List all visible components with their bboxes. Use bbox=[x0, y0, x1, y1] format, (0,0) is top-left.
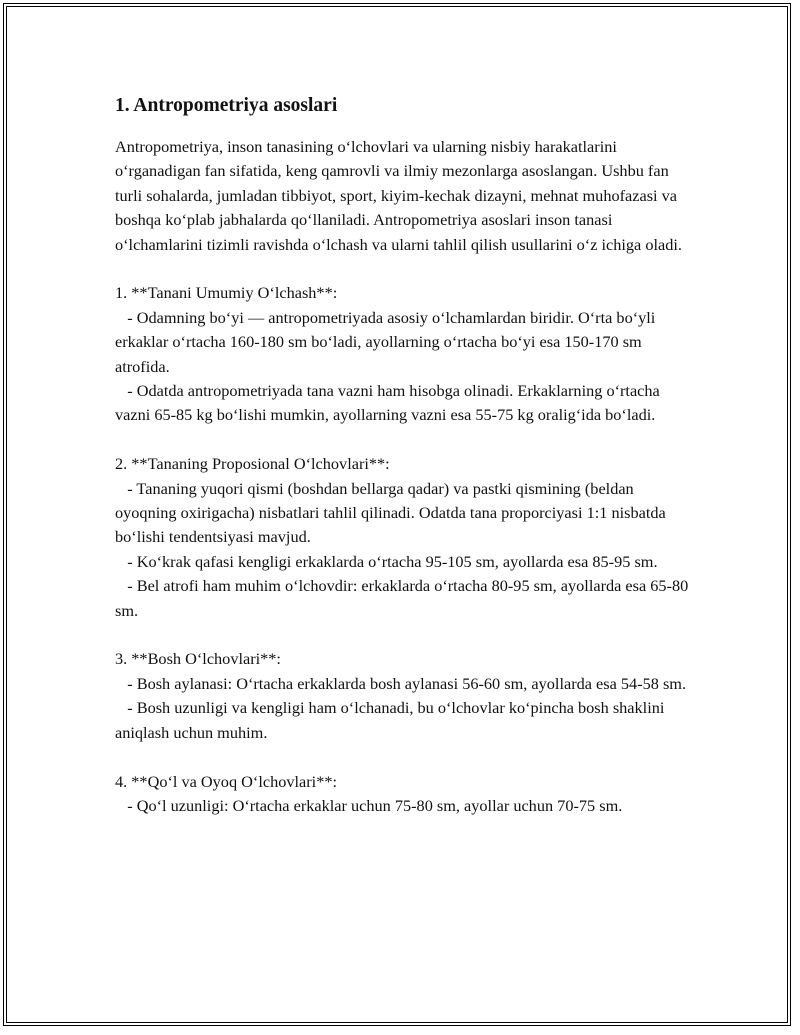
list-item: - Qo‘l uzunligi: O‘rtacha erkaklar uchun 75-80 sm, ayollar uchun 70-75 sm. bbox=[127, 795, 623, 815]
list-item: - Odatda antropometriyada tana vazni ham hisobga olinadi. Erkaklarning o‘rtacha vazni 65-85 kg bo‘lishi mumkin, ayollarning vazni esa 55-75 kg oralig‘ida bo‘ladi. bbox=[115, 381, 660, 425]
spacer bbox=[115, 428, 695, 452]
list-item: - Bel atrofi ham muhim o‘lchovdir: erkaklarda o‘rtacha 80-95 sm, ayollarda esa 65-80 sm. bbox=[115, 576, 689, 620]
list-item: - Bosh aylanasi: O‘rtacha erkaklarda bosh aylanasi 56-60 sm, ayollarda esa 54-58 sm. bbox=[127, 673, 687, 693]
list-item: - Bosh uzunligi va kengligi ham o‘lchanadi, bu o‘lchovlar ko‘pincha bosh shaklini aniqlash uchun muhim. bbox=[115, 698, 665, 742]
document-heading: 1. Antropometriya asoslari bbox=[115, 95, 338, 116]
intro-paragraph: Antropometriya, inson tanasining o‘lchovlari va ularning nisbiy harakatlarini o‘rganadigan fan sifatida, keng qamrovli va ilmiy mezonlarga asoslangan. Ushbu fan turli sohalarda, jumladan tibbiyot, sport, kiyim-kechak dizayni, mehnat muhofazasi va boshqa ko‘plab jabhalarda qo‘llaniladi. Antropometriya asoslari inson tanasi o‘lchamlarini tizimli ravishda o‘lchash va ularni tahlil qilish usullarini o‘z ichiga oladi. bbox=[115, 137, 682, 254]
spacer bbox=[115, 257, 695, 281]
list-item: - Ko‘krak qafasi kengligi erkaklarda o‘rtacha 95-105 sm, ayollarda esa 85-95 sm. bbox=[127, 551, 658, 571]
list-item: - Tananing yuqori qismi (boshdan bellarga qadar) va pastki qismining (beldan oyoqning oxirigacha) nisbatlari tahlil qilinadi. Odatda tana proporciyasi 1:1 nisbatda bo‘lishi tendentsiyasi mavjud. bbox=[115, 478, 666, 547]
section-title: 1. **Tanani Umumiy O‘lchash**: bbox=[115, 283, 338, 303]
list-item: - Odamning bo‘yi — antropometriyada asosiy o‘lchamlardan biridir. O‘rta bo‘yli erkaklar o‘rtacha 160-180 sm bo‘ladi, ayollarning o‘rtacha bo‘yi esa 150-170 sm atrofida. bbox=[115, 307, 656, 376]
document-body bbox=[115, 92, 695, 818]
section-2 bbox=[115, 452, 695, 623]
section-title: 4. **Qo‘l va Oyoq O‘lchovlari**: bbox=[115, 771, 338, 791]
spacer bbox=[115, 745, 695, 769]
section-3 bbox=[115, 647, 695, 745]
section-4 bbox=[115, 770, 695, 819]
section-title: 3. **Bosh O‘lchovlari**: bbox=[115, 649, 281, 669]
section-title: 2. **Tananing Proposional O‘lchovlari**: bbox=[115, 454, 390, 474]
spacer bbox=[115, 623, 695, 647]
section-1 bbox=[115, 281, 695, 427]
